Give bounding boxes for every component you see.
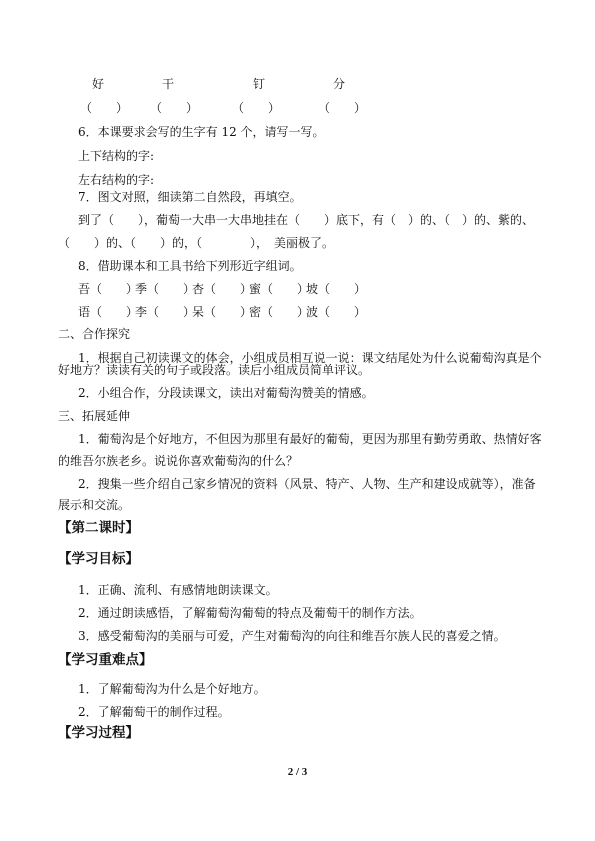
blank-4: （ ） <box>318 101 367 115</box>
s3-item-2a: 2．搜集一些介绍自己家乡情况的资料（风景、特产、人物、生产和建设成就等），准备 <box>78 477 536 491</box>
goal-2: 2．通过朗读感悟，了解葡萄沟葡萄的特点及葡萄干的制作方法。 <box>78 606 422 620</box>
goal-1: 1．正确、流利、有感情地朗读课文。 <box>78 583 278 597</box>
word-item: 李（ ） <box>135 305 196 319</box>
key-points-heading: 【学习重难点】 <box>58 652 153 668</box>
word-row-1 <box>0 281 595 297</box>
question-7: 7．图文对照，细读第二自然段，再填空。 <box>78 190 302 204</box>
left-right-label: 左右结构的字: <box>78 173 155 187</box>
question-6: 6．本课要求会写的生字有 12 个，请写一写。 <box>78 125 325 139</box>
key-point-1: 1．了解葡萄沟为什么是个好地方。 <box>78 682 266 696</box>
s2-item-2: 2．小组合作，分段读课文，读出对葡萄沟赞美的情感。 <box>78 386 374 400</box>
s3-item-1b: 的维吾尔族老乡。说说你喜欢葡萄沟的什么？ <box>58 454 299 468</box>
blank-1: （ ） <box>80 101 129 115</box>
lesson-2-heading: 【第二课时】 <box>58 520 139 536</box>
word-item: 季（ ） <box>135 282 196 296</box>
question-8: 8．借助课本和工具书给下列形近字组词。 <box>78 259 302 273</box>
char-1: 好 <box>92 77 105 91</box>
s3-item-2b: 展示和交流。 <box>58 498 131 512</box>
word-item: 吾（ ） <box>78 282 139 296</box>
q7-line-1: 到了（ ），葡萄一大串一大串地挂在（ ）底下，有（ ）的、（ ）的、紫的、 <box>78 213 535 227</box>
char-4: 分 <box>333 77 346 91</box>
word-item: 语（ ） <box>78 305 139 319</box>
s3-item-1a: 1．葡萄沟是个好地方，不但因为那里有最好的葡萄，更因为那里有勤劳勇敢、热情好客 <box>78 432 542 446</box>
char-3: 钉 <box>253 77 266 91</box>
word-item: 呆（ ） <box>192 305 253 319</box>
page-number: 2 / 3 <box>287 766 308 778</box>
word-item: 杏（ ） <box>192 282 253 296</box>
process-heading: 【学习过程】 <box>58 725 139 741</box>
word-row-2 <box>0 304 595 320</box>
blank-3: （ ） <box>232 101 281 115</box>
word-item: 蜜（ ） <box>249 282 310 296</box>
word-item: 坡（ ） <box>306 282 367 296</box>
q7-line-2: （ ）的、（ ）的，（ ）， 美丽极了。 <box>58 236 335 250</box>
paren-row <box>0 100 595 116</box>
top-bottom-label: 上下结构的字: <box>78 149 155 163</box>
s2-item-1a: 1．根据自己初读课文的体会，小组成员相互说一说：课文结尾处为什么说葡萄沟真是个 <box>78 351 542 365</box>
goals-heading: 【学习目标】 <box>58 551 139 567</box>
blank-2: （ ） <box>150 101 199 115</box>
word-item: 波（ ） <box>306 305 367 319</box>
section-3-heading: 三、拓展延伸 <box>58 409 131 423</box>
char-row <box>0 76 595 92</box>
char-2: 干 <box>162 77 175 91</box>
goal-3: 3．感受葡萄沟的美丽与可爱，产生对葡萄沟的向往和维吾尔族人民的喜爱之情。 <box>78 629 506 643</box>
word-item: 密（ ） <box>249 305 310 319</box>
key-point-2: 2．了解葡萄干的制作过程。 <box>78 705 230 719</box>
s2-item-1b: 好地方？读读有关的句子或段落。读后小组成员简单评议。 <box>58 363 371 377</box>
section-2-heading: 二、合作探究 <box>58 327 131 341</box>
